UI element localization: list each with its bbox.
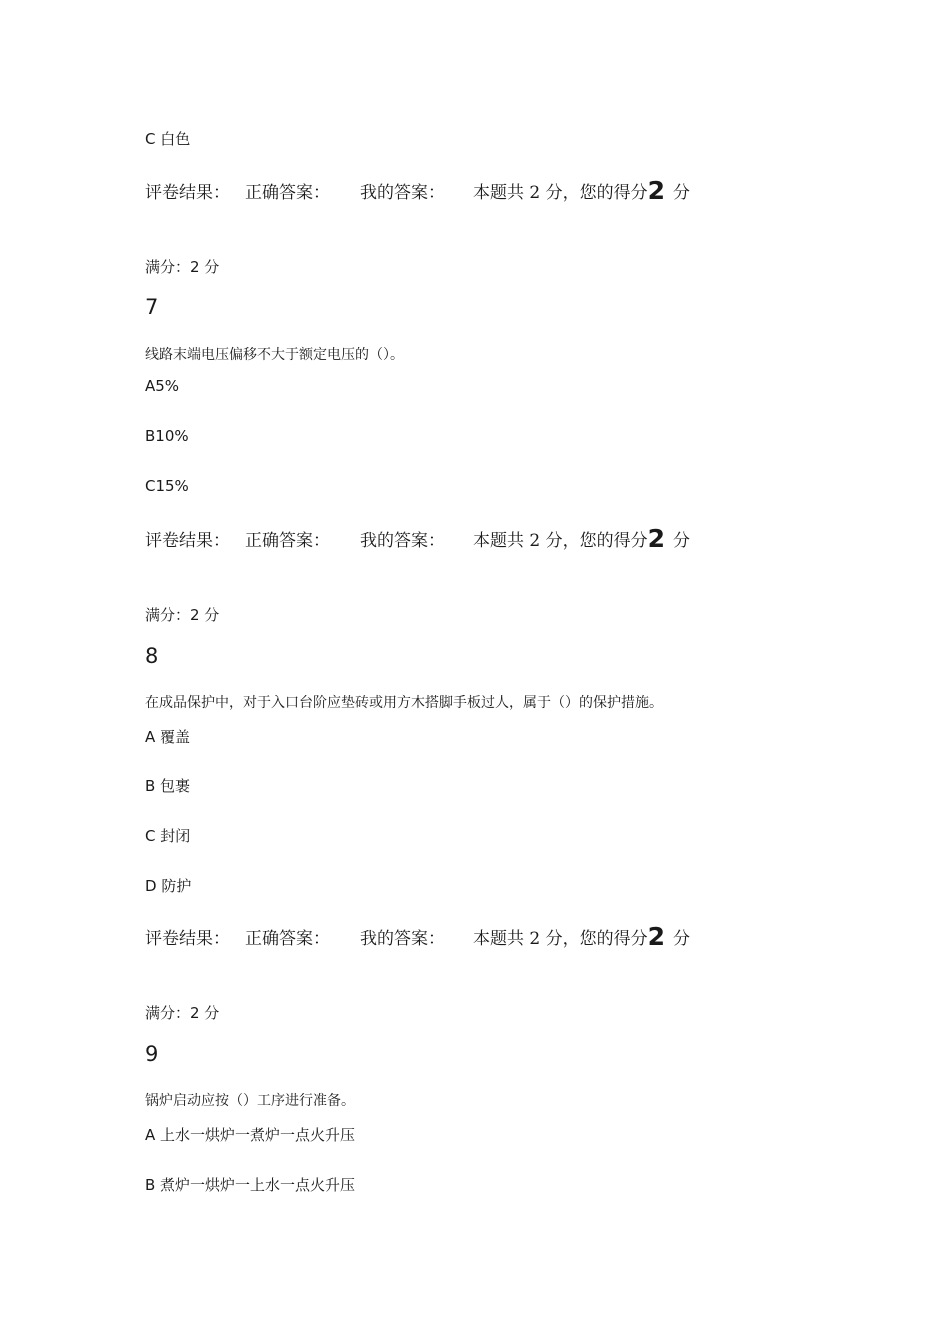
question-number: 9 [145,1042,159,1066]
option-a: A5% [145,377,180,395]
total-score-text: 本题共 2 分，您的得分 [473,183,648,203]
my-answer-label: 我的答案： [360,183,445,203]
option-c: C15% [145,477,189,495]
correct-answer-label: 正确答案： [245,929,330,949]
option-d: D 防护 [145,877,192,895]
grading-result [145,524,690,553]
correct-answer-label: 正确答案： [245,183,330,203]
full-score: 满分：2 分 [145,258,220,276]
question-number: 8 [145,644,159,668]
result-label: 评卷结果： [145,183,230,203]
option-a: A 上水一烘炉一煮炉一点火升压 [145,1126,356,1144]
score-value: 2 [647,524,666,553]
my-answer-label: 我的答案： [360,531,445,551]
option-c: C 白色 [145,130,191,148]
result-label: 评卷结果： [145,531,230,551]
grading-result [145,176,690,205]
option-a: A 覆盖 [145,728,191,746]
total-score-text: 本题共 2 分，您的得分 [473,929,648,949]
question-text: 锅炉启动应按（）工序进行准备。 [145,1093,355,1109]
correct-answer-label: 正确答案： [245,531,330,551]
total-score-text: 本题共 2 分，您的得分 [473,531,648,551]
grading-result [145,922,690,951]
score-value: 2 [647,922,666,951]
score-unit: 分 [673,531,691,551]
option-b: B10% [145,427,189,445]
option-c: C 封闭 [145,827,191,845]
score-unit: 分 [673,929,691,949]
option-b: B 包裹 [145,777,191,795]
question-text: 线路末端电压偏移不大于额定电压的（）。 [145,347,404,363]
question-text: 在成品保护中，对于入口台阶应垫砖或用方木搭脚手板过人，属于（）的保护措施。 [145,695,663,711]
result-label: 评卷结果： [145,929,230,949]
full-score: 满分：2 分 [145,1004,220,1022]
score-unit: 分 [673,183,691,203]
option-b: B 煮炉一烘炉一上水一点火升压 [145,1176,356,1194]
question-number: 7 [145,295,159,319]
my-answer-label: 我的答案： [360,929,445,949]
score-value: 2 [647,176,666,205]
full-score: 满分：2 分 [145,606,220,624]
